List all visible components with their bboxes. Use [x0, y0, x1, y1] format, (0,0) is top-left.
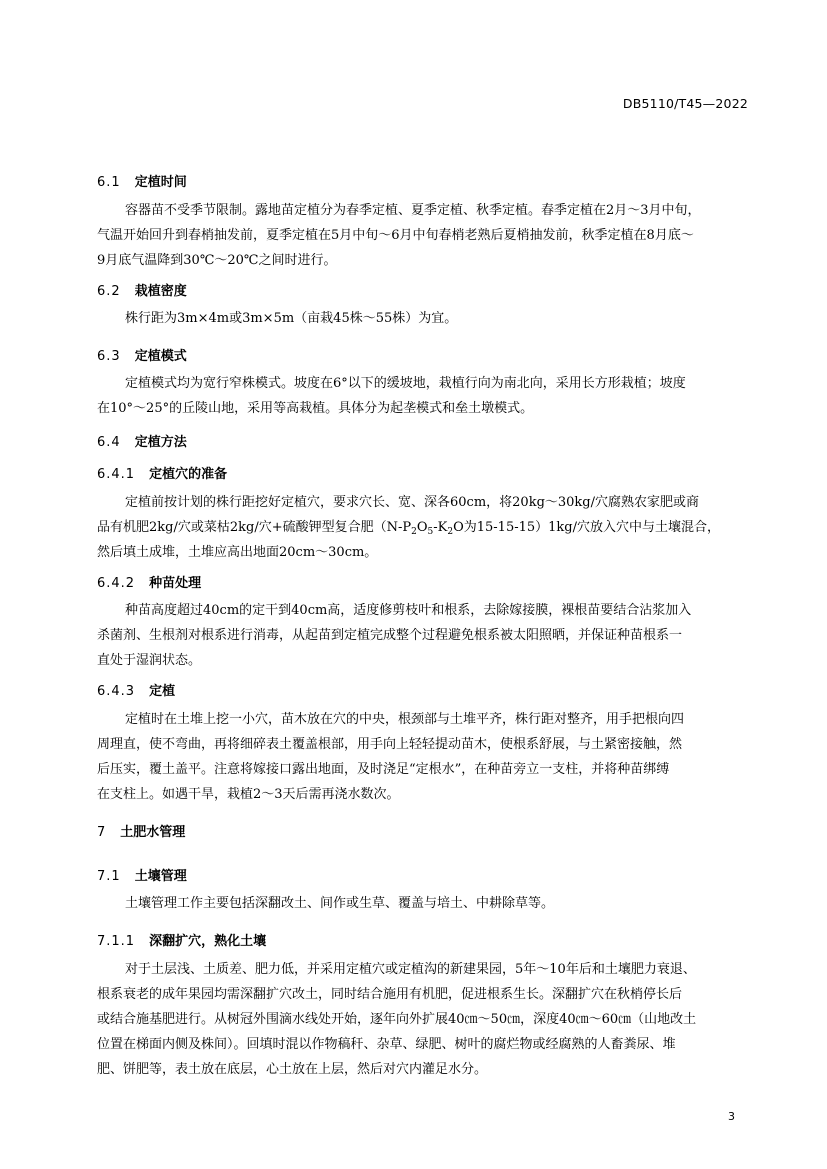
heading-7-1	[97, 865, 187, 884]
heading-6-4-2	[97, 572, 201, 591]
text-line-with-formula: 品有机肥2kg/穴或菜枯2kg/穴+硫酸钾型复合肥（$N-P_2O_5-K_2O$为15-15-15）1kg/穴放入穴中与土壤混合，	[97, 520, 721, 537]
text-line: 根系衰老的成年果园均需深翻扩穴改土，同时结合施用有机肥，促进根系生长。深翻扩穴在秋梢停长后	[97, 987, 683, 1002]
text-line: 对于土层浅、土质差、肥力低，并采用定植穴或定植沟的新建果园，5年～10年后和土壤肥力衰退、	[125, 962, 696, 977]
text-line: 株行距为3m×4m或3m×5m（亩栽45株～55株）为宜。	[125, 311, 458, 326]
heading-6-4-3	[97, 680, 175, 699]
heading-title: 土肥水管理	[120, 825, 186, 840]
heading-6-4-1	[97, 463, 227, 482]
heading-title: 种苗处理	[149, 576, 202, 591]
text-line: 周理直，使不弯曲，再将细碎表土覆盖根部，用手向上轻轻提动苗木，使根系舒展，与土紧密接触，然	[97, 737, 683, 752]
heading-title: 定植穴的准备	[149, 467, 228, 482]
text-line: 直处于湿润状态。	[97, 653, 202, 668]
text-line: 然后填土成堆，土堆应高出地面20cm～30cm。	[97, 545, 378, 560]
heading-title: 土壤管理	[134, 869, 187, 884]
paragraph-6-4-1	[97, 490, 750, 565]
text-line: 在10°～25°的丘陵山地，采用等高栽植。具体分为起垄模式和垒土墩模式。	[97, 401, 534, 416]
heading-7-1-1	[97, 930, 266, 949]
heading-6-1	[97, 171, 187, 190]
heading-number: 7.1.1	[97, 934, 136, 949]
text-line: 杀菌剂、生根剂对根系进行消毒，从起苗到定植完成整个过程避免根系被太阳照晒，并保证种苗根系一	[97, 628, 683, 643]
heading-title: 定植时间	[134, 175, 187, 190]
text-line: 定植时在土堆上挖一小穴，苗木放在穴的中央，根颈部与土堆平齐，株行距对整齐，用手把根向四	[125, 712, 685, 727]
text-line: 定植前按计划的株行距挖好定植穴，要求穴长、宽、深各60cm，将20kg～30kg/穴腐熟农家肥或商	[125, 495, 700, 510]
heading-6-3	[97, 345, 187, 364]
paragraph-6-4-3	[97, 707, 750, 807]
text-line: 气温开始回升到春梢抽发前，夏季定植在5月中旬～6月中旬春梢老熟后夏梢抽发前，秋季定植在8月底～	[97, 228, 694, 243]
heading-number: 6.3	[97, 349, 121, 364]
heading-title: 栽植密度	[134, 284, 187, 299]
heading-7	[97, 821, 185, 840]
paragraph-7-1-1	[97, 957, 750, 1082]
heading-number: 6.4	[97, 435, 121, 450]
heading-6-4	[97, 431, 187, 450]
text-line: 土壤管理工作主要包括深翻改土、间作或生草、覆盖与培土、中耕除草等。	[125, 896, 555, 911]
heading-number: 6.2	[97, 284, 121, 299]
paragraph-7-1	[97, 891, 750, 916]
text-line: 在支柱上。如遇干旱，栽植2～3天后需再浇水数次。	[97, 787, 400, 802]
page-number: 3	[728, 1110, 735, 1123]
text-line: 9月底气温降到30℃～20℃之间时进行。	[97, 253, 337, 268]
heading-number: 6.4.1	[97, 467, 136, 482]
heading-title: 定植模式	[134, 349, 187, 364]
heading-number: 7.1	[97, 869, 121, 884]
heading-6-2	[97, 280, 187, 299]
heading-title: 定植方法	[134, 435, 187, 450]
text-line: 种苗高度超过40cm的定干到40cm高，适度修剪枝叶和根系，去除嫁接膜，裸根苗要结合沾浆加入	[125, 603, 692, 618]
text-line: 容器苗不受季节限制。露地苗定植分为春季定植、夏季定植、秋季定植。春季定植在2月～3月中旬，	[125, 203, 701, 218]
text-line: 或结合施基肥进行。从树冠外围滴水线处开始，逐年向外扩展40㎝～50㎝，深度40㎝～60㎝（山地改土	[97, 1012, 697, 1027]
heading-number: 7	[97, 825, 107, 840]
paragraph-6-2	[97, 306, 750, 331]
text-line: 肥、饼肥等，表土放在底层，心土放在上层，然后对穴内灌足水分。	[97, 1062, 488, 1077]
text-line: 位置在梯面内侧及株间）。回填时混以作物稿秆、杂草、绿肥、树叶的腐烂物或经腐熟的人畜粪尿、堆	[97, 1037, 676, 1052]
heading-title: 定植	[149, 684, 176, 699]
standard-code: DB5110/T45—2022	[622, 96, 748, 111]
paragraph-6-4-2	[97, 598, 750, 673]
paragraph-6-1	[97, 198, 750, 273]
text-line: 后压实，覆土盖平。注意将嫁接口露出地面，及时浇足“定根水”，在种苗旁立一支柱，并将种苗绑缚	[97, 762, 670, 777]
heading-title: 深翻扩穴，熟化土壤	[149, 934, 267, 949]
text-line: 定植模式均为宽行窄株模式。坡度在6°以下的缓坡地，栽植行向为南北向，采用长方形栽植；坡度	[125, 376, 686, 391]
heading-number: 6.1	[97, 175, 121, 190]
paragraph-6-3	[97, 371, 750, 421]
heading-number: 6.4.3	[97, 684, 136, 699]
heading-number: 6.4.2	[97, 576, 136, 591]
